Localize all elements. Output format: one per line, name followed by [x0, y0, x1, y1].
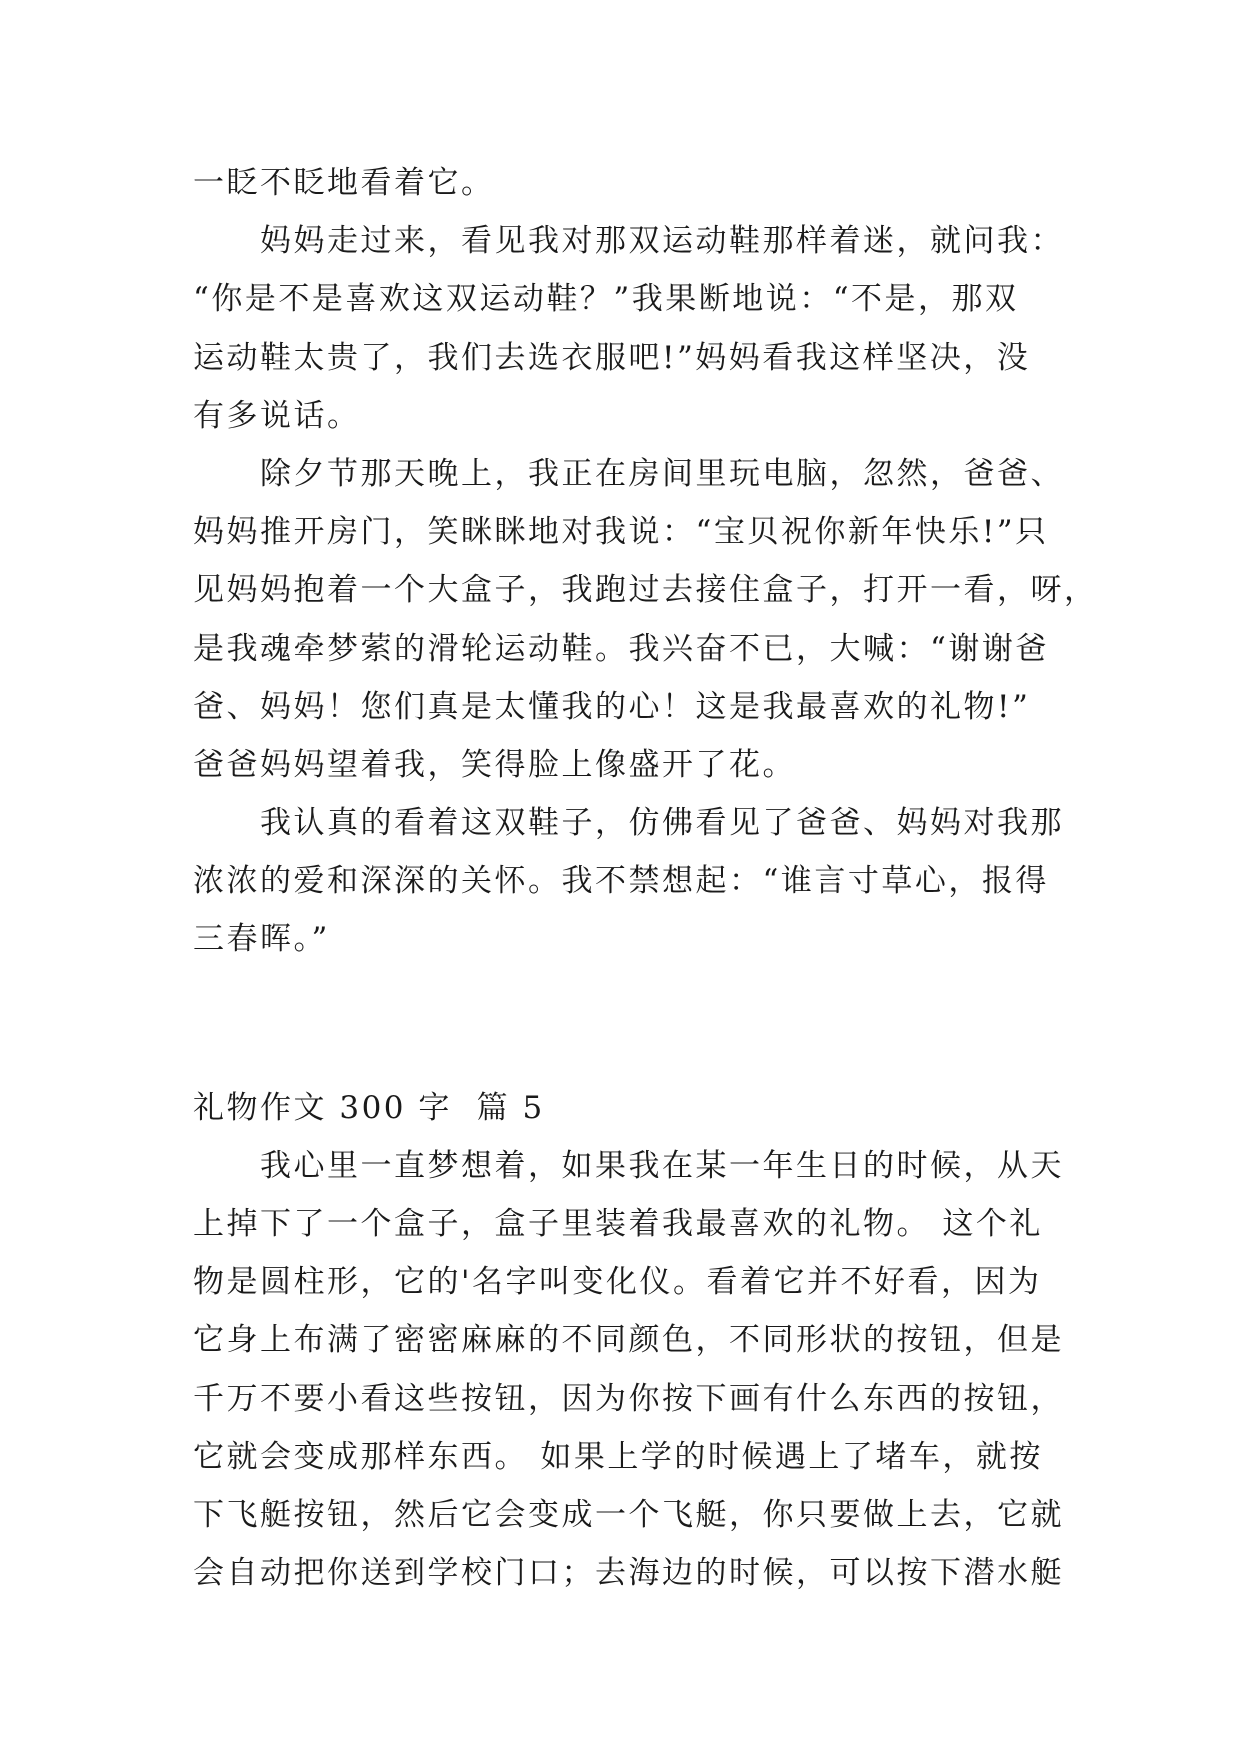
paragraph-line: 一眨不眨地看着它。: [193, 165, 495, 201]
paragraph-line: 它就会变成那样东西。 如果上学的时候遇上了堵车，就按: [193, 1438, 1043, 1475]
section-heading: 礼物作文 300 字 篇 5: [193, 1089, 545, 1126]
paragraph-line: 下飞艇按钮，然后它会变成一个飞艇，你只要做上去，它就: [193, 1496, 1064, 1533]
paragraph-line: 我心里一直梦想着，如果我在某一年生日的时候，从天: [193, 1147, 1064, 1184]
paragraph-line: 三春晖。”: [193, 921, 330, 958]
paragraph-line: 它身上布满了密密麻麻的不同颜色，不同形状的按钮，但是: [193, 1322, 1064, 1359]
paragraph-line: 千万不要小看这些按钮，因为你按下画有什么东西的按钮，: [193, 1380, 1064, 1417]
paragraph-line: 爸、妈妈！您们真是太懂我的心！这是我最喜欢的礼物!”: [193, 688, 1031, 725]
paragraph-line: 妈妈推开房门，笑眯眯地对我说：“宝贝祝你新年快乐!”只: [193, 514, 1049, 551]
section-gap: [193, 969, 1073, 1079]
paragraph-line: 爸爸妈妈望着我，笑得脸上像盛开了花。: [193, 746, 796, 783]
paragraph-line: “你是不是喜欢这双运动鞋？”我果断地说：“不是，那双: [193, 281, 1019, 318]
paragraph-line: 见妈妈抱着一个大盒子，我跑过去接住盒子，打开一看，呀，: [193, 572, 1098, 609]
paragraph-line: 有多说话。: [193, 397, 361, 434]
paragraph-line: 是我魂牵梦萦的滑轮运动鞋。我兴奋不已，大喊：“谢谢爸: [193, 630, 1049, 667]
paragraph-line: 除夕节那天晚上，我正在房间里玩电脑，忽然，爸爸、: [193, 455, 1064, 492]
paragraph-line: 我认真的看着这双鞋子，仿佛看见了爸爸、妈妈对我那: [193, 805, 1064, 842]
essay-text: [193, 154, 1098, 1602]
paragraph-line: 上掉下了一个盒子，盒子里装着我最喜欢的礼物。 这个礼: [193, 1206, 1043, 1242]
paragraph-line: 浓浓的爱和深深的关怀。我不禁想起：“谁言寸草心，报得: [193, 863, 1049, 900]
paragraph-line: 妈妈走过来，看见我对那双运动鞋那样着迷，就问我：: [193, 223, 1064, 260]
paragraph-line: 运动鞋太贵了，我们去选衣服吧!”妈妈看我这样坚决，没: [193, 339, 1031, 376]
paragraph-line: 物是圆柱形，它的'名字叫变化仪。看着它并不好看，因为: [193, 1264, 1042, 1301]
paragraph-line: 会自动把你送到学校门口；去海边的时候，可以按下潜水艇: [193, 1555, 1064, 1592]
